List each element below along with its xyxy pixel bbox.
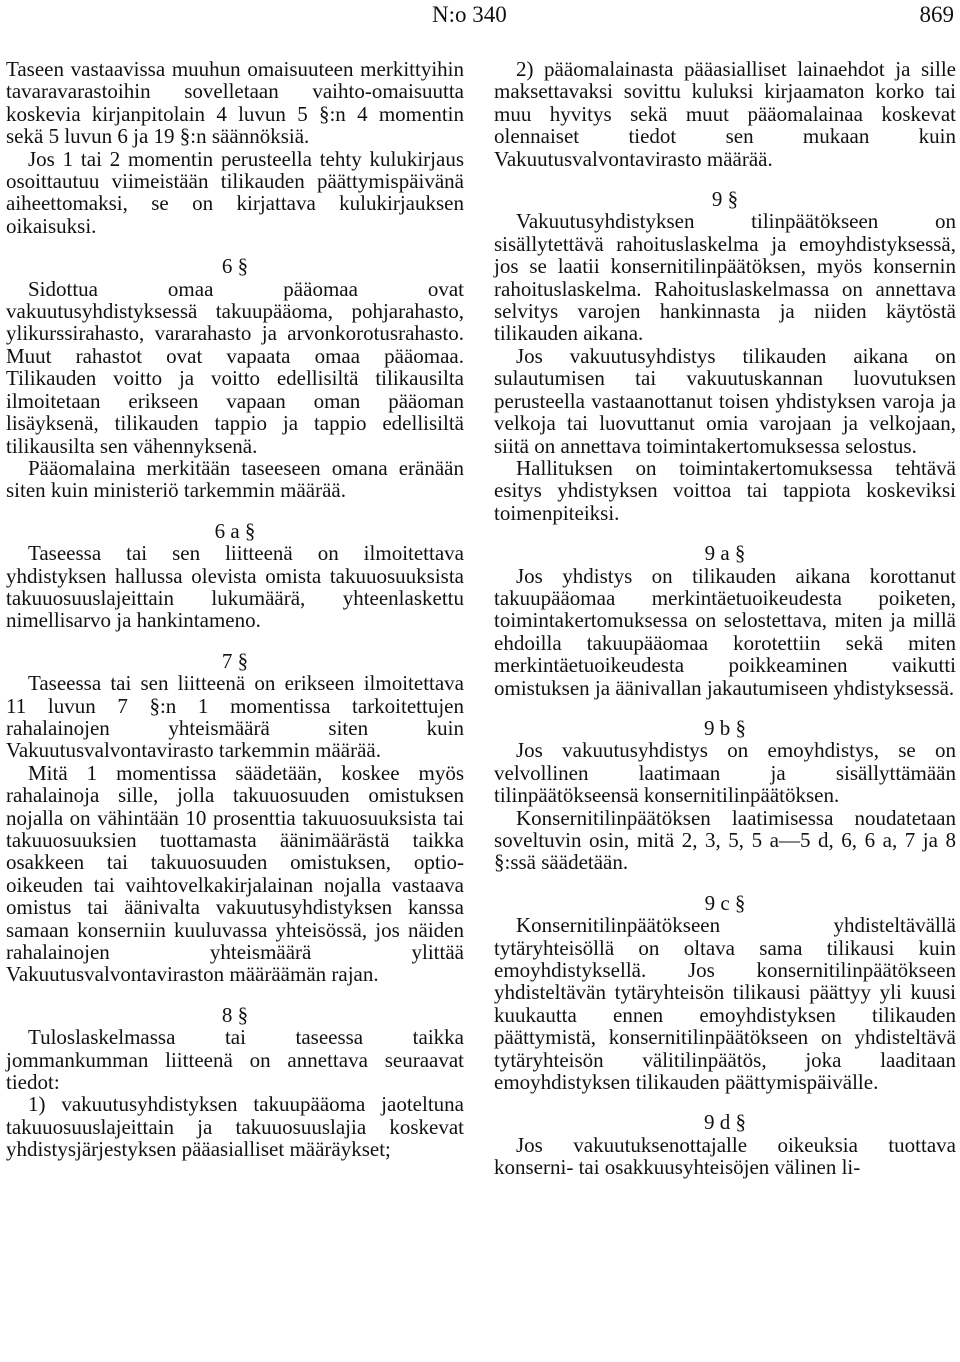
section-heading-9: 9 § [711,187,739,212]
paragraph: Jos yhdistys on tilikauden aikana korottanut takuupääomaa merkintäetuoikeudesta poiketen, toimintakertomuksessa on selostettava, miten ja millä ehdoilla takuupääomaa korotettiin sekä miten merkintäetuoikeudesta poikkeaminen vaikutti omistuksen ja äänivallan jakautumiseen yhdistyksessä. [494,563,956,700]
section-heading-9c: 9 c § [704,890,746,915]
paragraph: Tuloslaskelmassa tai taseessa taikka jommankumman liitteenä on annettava seuraavat tiedot: [6,1025,464,1095]
section-heading-9b: 9 b § [704,715,746,740]
section-heading-8: 8 § [221,1002,249,1027]
paragraph: Jos vakuutusyhdistys on emoyhdistys, se on velvollinen laatimaan ja sisällyttämään tilinpäätökseensä konsernitilinpäätöksen. [494,738,956,808]
paragraph: Mitä 1 momentissa säädetään, koskee myös rahalainoja sille, jolla takuuosuuden omistuksen nojalla on vähintään 10 prosenttia takuuosuuksista tai takuuosuuksien tuottamasta äänimäärästä taikka osakkeen tai takuuosuuden omistuksen, optio-oikeuden tai vaihtovelkakirjalainan nojalla vastaava omistus tai äänivalta vakuutusyhdistyksen kanssa samaan konserniin kuuluvassa yhteisössä, jos näiden rahalainojen yhteismäärä ylittää Vakuutusvalvontaviraston määräämän rajan. [6,760,464,987]
section-heading-9d: 9 d § [704,1110,746,1135]
paragraph: Jos 1 tai 2 momentin perusteella tehty kulukirjaus osoittautuu viimeistään tilikauden päättymispäivänä aiheettomaksi, se on kirjattava kulukirjauksen oikaisuksi. [6,146,464,238]
running-header-statute-number: N:o 340 [432,2,507,27]
section-heading-6a: 6 a § [214,518,256,543]
section-heading-7: 7 § [221,648,249,673]
paragraph: Taseen vastaavissa muuhun omaisuuteen merkittyihin tavaravarastoihin sovelletaan vaihto-omaisuutta koskevia kirjanpitolain 4 luvun 5 §:n 4 momentin sekä 5 luvun 6 ja 19 §:n säännöksiä. [6,57,464,149]
paragraph: Pääomalaina merkitään taseeseen omana eränään siten kuin ministeriö tarkemmin määrää. [6,455,464,503]
paragraph: Vakuutusyhdistyksen tilinpäätökseen on sisällytettävä rahoituslaskelma ja emoyhdistyksessä, jos se laatii konsernitilinpäätöksen, myös konsernin rahoituslaskelma. Rahoituslaskelmassa on annettava selvitys varojen hankinnasta ja niiden käytöstä tilikauden aikana. [494,209,956,346]
paragraph: Konsernitilinpäätökseen yhdisteltävällä tytäryhteisöllä on oltava sama tilikausi kuin emoyhdistyksellä. Jos konsernitilinpäätökseen yhdisteltävän tytäryhteisön tilikausi päättyy yli kuusi kuukautta ennen emoyhdistyksen tilikauden päättymistä, konsernitilinpäätökseen on yhdisteltävä tytäryhteisön välitilinpäätös, joka laaditaan emoyhdistyksen tilikauden päättymispäivälle. [494,913,956,1095]
section-heading-9a: 9 a § [704,541,746,566]
paragraph: Jos vakuutuksenottajalle oikeuksia tuottava konserni- tai osakkuusyhteisöjen välinen li- [494,1132,956,1180]
paragraph: Jos vakuutusyhdistys tilikauden aikana on sulautumisen tai vakuutuskannan luovutuksen perusteella vastaanottanut toisen yhdistyksen varoja ja velkoja tai luovuttanut omia varojaan ja velkojaan, siitä on annettava toimintakertomuksessa selostus. [494,343,956,458]
paragraph: Sidottua omaa pääomaa ovat vakuutusyhdistyksessä takuupääoma, pohjarahasto, ylikurssirahasto, vararahasto ja arvonkorotusrahasto. Muut rahastot ovat vapaata omaa pääomaa. Tilikauden voitto ja voitto edellisiltä tilikausilta ilmoitetaan erikseen vapaan oman pääoman lisäyksenä, tilikauden tappio ja tappio edellisiltä tilikausilta sen vähennyksenä. [6,276,464,458]
paragraph: Hallituksen on toimintakertomuksessa tehtävä esitys yhdistyksen voittoa tai tappiota koskeviksi toimenpiteiksi. [494,455,956,525]
left-column [6,58,464,1161]
paragraph: Taseessa tai sen liitteenä on ilmoitettava yhdistyksen hallussa olevista omista takuuosuuksista takuuosuuslajeittain lukumäärä, yhteenlaskettu nimellisarvo ja hankintameno. [6,541,464,633]
paragraph: 1) vakuutusyhdistyksen takuupääoma jaoteltuna takuuosuuslajeittain ja takuuosuuslajia koskevat yhdistysjärjestyksen pääasialliset määräykset; [6,1092,464,1162]
page-number: 869 [919,2,954,27]
paragraph: Taseessa tai sen liitteenä on erikseen ilmoitettava 11 luvun 7 §:n 1 momentissa tarkoitettujen rahalainojen yhteismäärä siten kuin Vakuutusvalvontavirasto tarkemmin määrää. [6,671,464,763]
paragraph: 2) pääomalainasta pääasialliset lainaehdot ja sille maksettavaksi sovittu kuluksi kirjaamaton korko tai muu hyvitys sekä muut pääomalainaa koskevat olennaiset tiedot sen mukaan kuin Vakuutusvalvontavirasto määrää. [494,57,956,171]
section-heading-6: 6 § [221,254,249,279]
paragraph: Konsernitilinpäätöksen laatimisessa noudatetaan soveltuvin osin, mitä 2, 3, 5, 5 a—5 d, 6, 6 a, 7 ja 8 §:ssä säädetään. [494,805,956,875]
right-column [494,58,956,1179]
